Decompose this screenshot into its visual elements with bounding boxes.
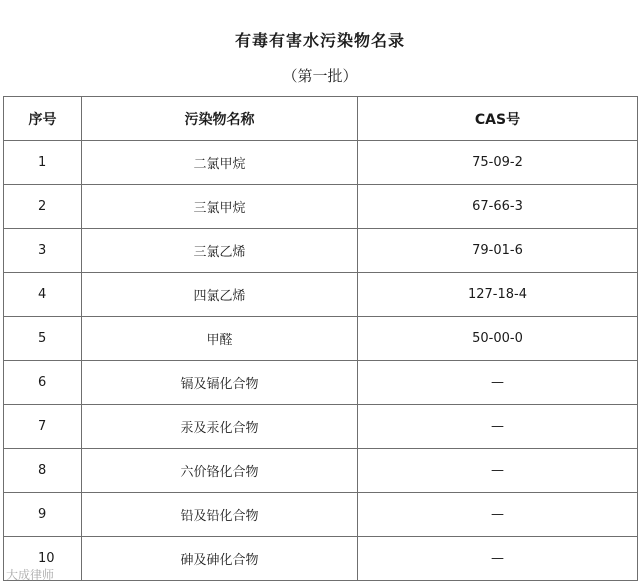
row-cas-number: — bbox=[358, 537, 638, 581]
row-cas-number: 75-09-2 bbox=[358, 141, 638, 185]
pollutant-table bbox=[3, 96, 638, 581]
table-row bbox=[4, 273, 638, 317]
row-cas-number: 50-00-0 bbox=[358, 317, 638, 361]
document-subtitle: （第一批） bbox=[282, 67, 358, 85]
header-serial-number: 序号 bbox=[4, 97, 82, 141]
table-header-row bbox=[4, 97, 638, 141]
row-cas-number: 79-01-6 bbox=[358, 229, 638, 273]
watermark-logo: 大成律师 bbox=[6, 568, 55, 582]
table-row bbox=[4, 141, 638, 185]
row-pollutant-name: 甲醛 bbox=[82, 317, 358, 361]
table-row bbox=[4, 229, 638, 273]
row-serial-number: 1 bbox=[4, 141, 82, 185]
row-pollutant-name: 汞及汞化合物 bbox=[82, 405, 358, 449]
header-pollutant-name: 污染物名称 bbox=[82, 97, 358, 141]
row-pollutant-name: 三氯甲烷 bbox=[82, 185, 358, 229]
row-pollutant-name: 镉及镉化合物 bbox=[82, 361, 358, 405]
row-pollutant-name: 三氯乙烯 bbox=[82, 229, 358, 273]
row-serial-number: 9 bbox=[4, 493, 82, 537]
table-row bbox=[4, 449, 638, 493]
row-cas-number: — bbox=[358, 361, 638, 405]
row-serial-number: 8 bbox=[4, 449, 82, 493]
row-serial-number: 4 bbox=[4, 273, 82, 317]
row-cas-number: — bbox=[358, 493, 638, 537]
row-serial-number: 3 bbox=[4, 229, 82, 273]
row-cas-number: 127-18-4 bbox=[358, 273, 638, 317]
row-serial-number: 2 bbox=[4, 185, 82, 229]
row-pollutant-name: 铅及铅化合物 bbox=[82, 493, 358, 537]
table-row bbox=[4, 317, 638, 361]
table-row bbox=[4, 185, 638, 229]
row-cas-number: — bbox=[358, 405, 638, 449]
table-row bbox=[4, 493, 638, 537]
row-serial-number: 10 bbox=[4, 537, 82, 581]
row-pollutant-name: 砷及砷化合物 bbox=[82, 537, 358, 581]
row-serial-number: 5 bbox=[4, 317, 82, 361]
row-pollutant-name: 二氯甲烷 bbox=[82, 141, 358, 185]
row-serial-number: 6 bbox=[4, 361, 82, 405]
row-pollutant-name: 四氯乙烯 bbox=[82, 273, 358, 317]
row-cas-number: — bbox=[358, 449, 638, 493]
row-serial-number: 7 bbox=[4, 405, 82, 449]
document-title: 有毒有害水污染物名录 bbox=[234, 31, 405, 50]
table-row bbox=[4, 537, 638, 581]
header-cas-number: CAS号 bbox=[358, 97, 638, 141]
row-pollutant-name: 六价铬化合物 bbox=[82, 449, 358, 493]
table-row bbox=[4, 361, 638, 405]
table-row bbox=[4, 405, 638, 449]
row-cas-number: 67-66-3 bbox=[358, 185, 638, 229]
